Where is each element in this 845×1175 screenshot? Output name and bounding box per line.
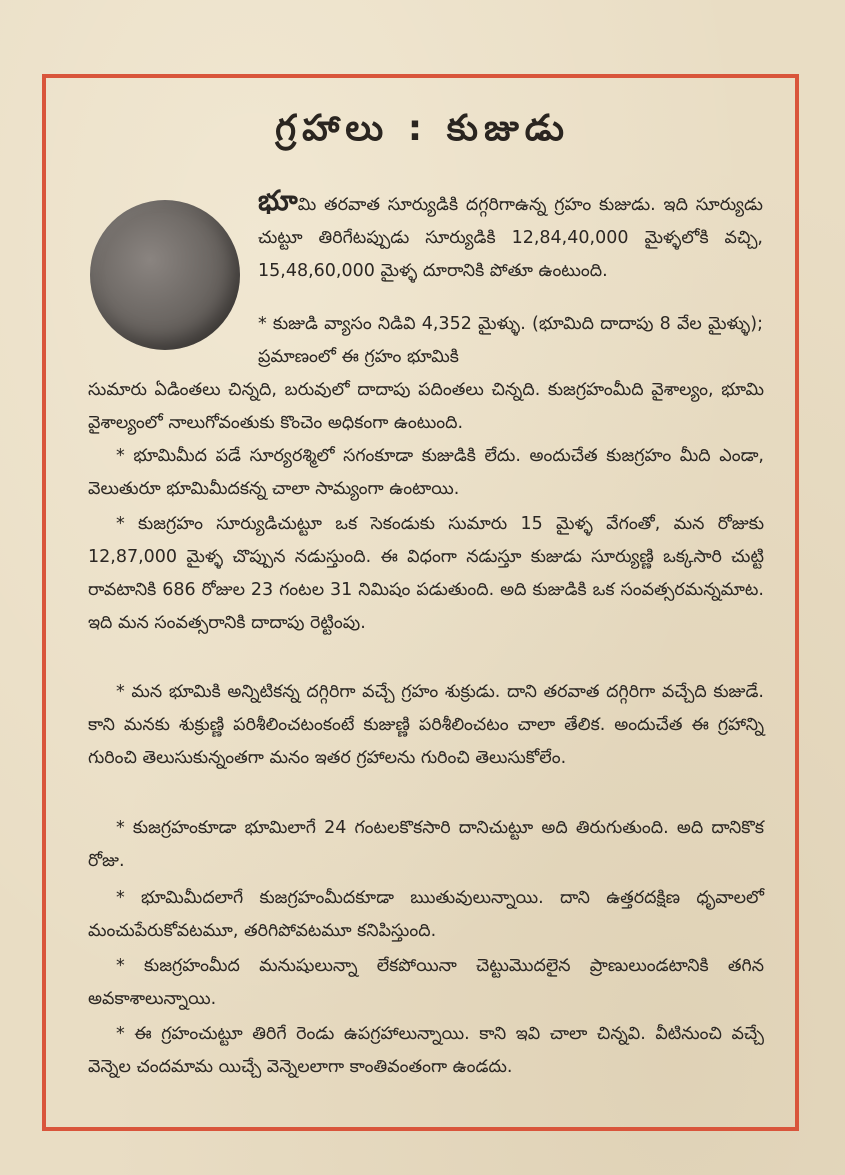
paragraph-9: * ఈ గ్రహంచుట్టూ తిరిగే రెండు ఉపగ్రహాలున్నాయి. కాని ఇవి చాలా చిన్నవి. వీటినుంచి వచ్చే వెన్నెల చందమామ యిచ్చే వెన్నెలలాగా కాంతివంతంగా ఉండదు. [88,1024,764,1077]
paragraph-1 [258,184,763,288]
mars-planet-illustration [90,200,240,350]
paragraph-1-text: మి తరవాత సూర్యుడికి దగ్గరిగాఉన్న గ్రహం కుజుడు. ఇది సూర్యుడు చుట్టూ తిరిగేటప్పుడు సూర్యుడికి 12,84,40,000 మైళ్ళలోకి వచ్చి, 15,48,60,000 మైళ్ళ దూరానికి పోతూ ఉంటుంది. [258,195,763,281]
paragraph-2-continued: సుమారు ఏడింతలు చిన్నది, బరువులో దాదాపు పదింతలు చిన్నది. కుజగ్రహంమీది వైశాల్యం, భూమి వైశాల్యంలో నాలుగోవంతుకు కొంచెం అధికంగా ఉంటుంది. [88,380,764,433]
paragraph-7: * భూమిమీదలాగే కుజగ్రహంమీదకూడా ఋతువులున్నాయి. దాని ఉత్తరదక్షిణ ధృవాలలో మంచుపేరుకోవటమూ, తరిగిపోవటమూ కనిపిస్తుంది. [88,888,764,941]
drop-word: భూ [258,184,298,217]
paragraph-6: * కుజగ్రహంకూడా భూమిలాగే 24 గంటలకొకసారి దానిచుట్టూ అది తిరుగుతుంది. అది దానికొక రోజు. [88,818,764,871]
paragraph-3: * భూమిమీద పడే సూర్యరశ్మిలో సగంకూడా కుజుడికి లేదు. అందుచేత కుజగ్రహం మీది ఎండా, వెలుతురూ భూమిమీదకన్న చాలా సామ్యంగా ఉంటాయి. [88,446,764,499]
paragraph-5: * మన భూమికి అన్నిటికన్న దగ్గిరిగా వచ్చే గ్రహం శుక్రుడు. దాని తరవాత దగ్గిరిగా వచ్చేది కుజుడే. కాని మనకు శుక్రుణ్ణి పరిశీలించటంకంటే కుజుణ్ణి పరిశీలించటం చాలా తేలిక. అందుచేత ఈ గ్రహాన్ని గురించి తెలుసుకున్నంతగా మనం ఇతర గ్రహాలను గురించి తెలుసుకోలేం. [88,682,764,768]
page-title: గ్రహాలు : కుజుడు [275,108,570,149]
paragraph-4: * కుజగ్రహం సూర్యుడిచుట్టూ ఒక సెకండుకు సుమారు 15 మైళ్ళ వేగంతో, మన రోజుకు 12,87,000 మైళ్ళ చొప్పున నడుస్తుంది. ఈ విధంగా నడుస్తూ కుజుడు సూర్యుణ్ణి ఒక్కసారి చుట్టి రావటానికి 686 రోజుల 23 గంటల 31 నిమిషం పడుతుంది. అది కుజుడికి ఒక సంవత్సరమన్నమాట. ఇది మన సంవత్సరానికి దాదాపు రెట్టింపు. [88,514,764,633]
paragraph-2-start: * కుజుడి వ్యాసం నిడివి 4,352 మైళ్ళు. (భూమిది దాదాపు 8 వేల మైళ్ళు); ప్రమాణంలో ఈ గ్రహం భూమికి [258,314,763,367]
paragraph-8: * కుజగ్రహంమీద మనుషులున్నా లేకపోయినా చెట్టుమొదలైన ప్రాణులుండటానికి తగిన అవకాశాలున్నాయి. [88,956,764,1009]
